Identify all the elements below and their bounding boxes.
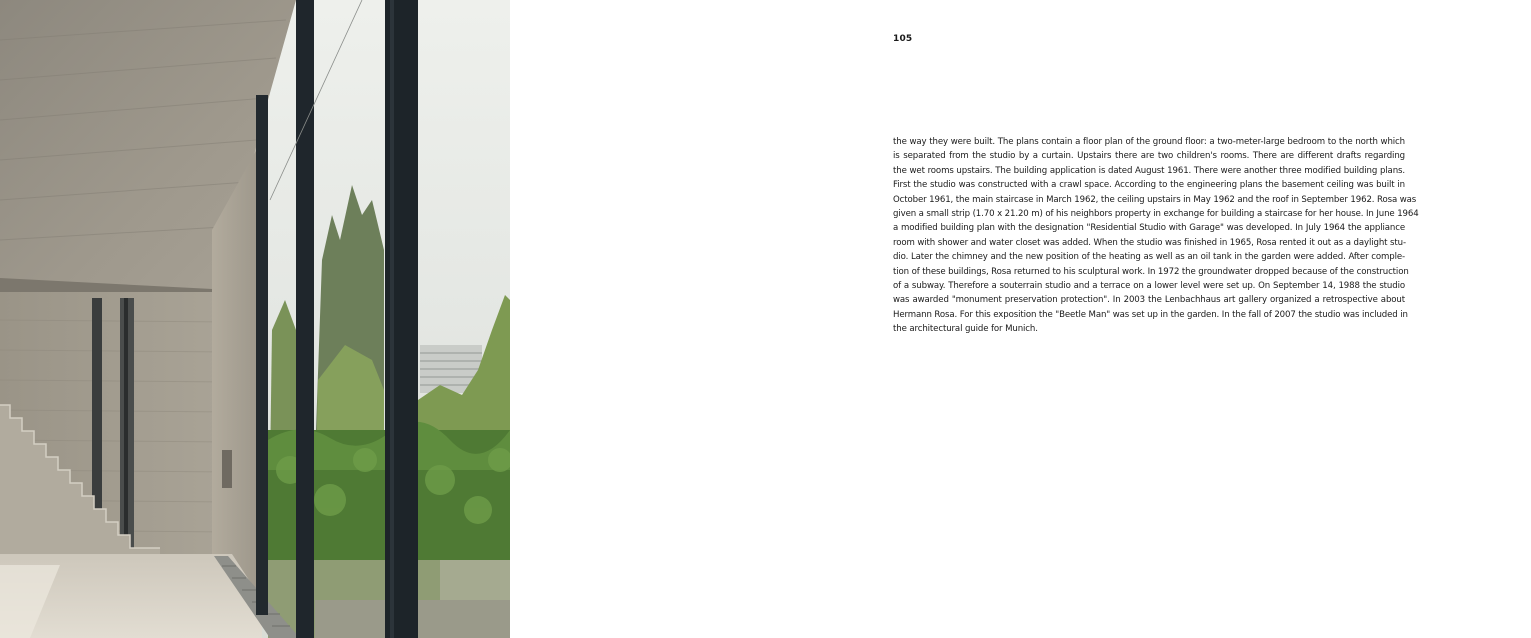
text-line: First the studio was constructed with a crawl space. According to the engineering plans the basement ceiling was built in [893,180,1405,191]
text-line: the wet rooms upstairs. The building application is dated August 1961. There were another three modified building plans. [893,165,1405,176]
text-line: a modified building plan with the designation "Residential Studio with Garage" was developed. In July 1964 the appliance [893,223,1405,234]
text-line: the way they were built. The plans contain a floor plan of the ground floor: a two-meter-large bedroom to the north which [893,137,1405,147]
text-line: room with shower and water closet was added. When the studio was finished in 1965, Rosa rented it out as a daylight stu- [893,237,1406,248]
text-line: tion of these buildings, Rosa returned to his sculptural work. In 1972 the groundwater dropped because of the construction [893,266,1409,277]
text-line: was awarded "monument preservation protection". In 2003 the Lenbachhaus art gallery organized a retrospective about [893,295,1405,306]
page-number: 105 [893,34,913,44]
text-line: given a small strip (1.70 x 21.20 m) of his neighbors property in exchange for building a staircase for her house. In June 1964 [893,209,1419,220]
text-line: of a subway. Therefore a souterrain studio and a terrace on a lower level were set up. On September 14, 1988 the studio [893,281,1405,292]
text-line: the architectural guide for Munich. [893,324,1038,335]
text-line: October 1961, the main staircase in March 1962, the ceiling upstairs in May 1962 and the roof in September 1962. Rosa was [893,194,1417,205]
text-line: Hermann Rosa. For this exposition the "Beetle Man" was set up in the garden. In the fall of 2007 the studio was included in [893,309,1408,320]
text-line: is separated from the studio by a curtain. Upstairs there are two children's rooms. There are different drafts regarding [893,151,1405,162]
interior-photograph [0,0,510,638]
studio-interior-illustration [0,0,510,638]
text-line: dio. Later the chimney and the new position of the heating as well as an oil tank in the garden were added. After comple- [893,252,1405,263]
article-body [893,135,1419,337]
